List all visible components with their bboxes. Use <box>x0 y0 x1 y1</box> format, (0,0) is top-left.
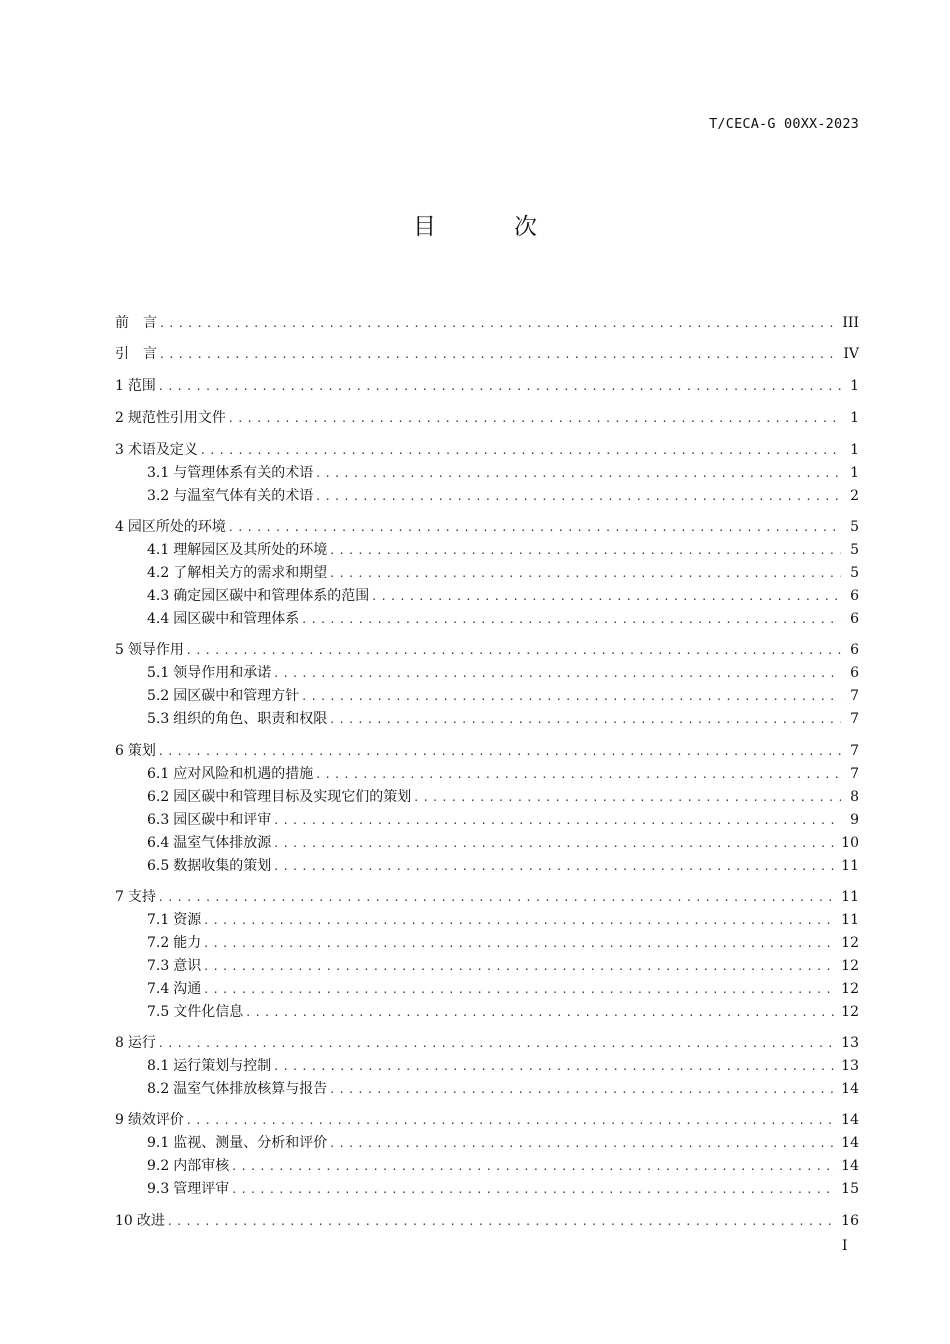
toc-entry-page: 9 <box>850 812 859 828</box>
toc-entry[interactable] <box>147 1079 859 1099</box>
toc-entry[interactable] <box>147 810 859 830</box>
toc-leader-dots <box>168 1211 837 1231</box>
page-title <box>0 208 950 241</box>
title-char-2: 次 <box>514 214 537 240</box>
toc-entry-page: 12 <box>841 1004 859 1020</box>
toc-entry[interactable] <box>147 709 859 729</box>
toc-leader-dots <box>246 1002 837 1022</box>
toc-entry[interactable] <box>115 376 859 396</box>
toc-leader-dots <box>204 910 837 930</box>
toc-entry-page: 11 <box>841 858 859 874</box>
toc-leader-dots <box>330 563 841 583</box>
toc-entry-label: 7.2 能力 <box>147 935 202 951</box>
toc-leader-dots <box>159 376 841 396</box>
toc-entry[interactable] <box>147 1156 859 1176</box>
toc-leader-dots <box>229 408 841 428</box>
toc-entry[interactable] <box>115 1211 859 1231</box>
toc-leader-dots <box>204 956 837 976</box>
toc-entry[interactable] <box>147 563 859 583</box>
toc-entry[interactable] <box>147 463 859 483</box>
toc-entry-page: 6 <box>850 642 859 658</box>
toc-entry-page: 5 <box>850 565 859 581</box>
toc-entry-page: 6 <box>850 611 859 627</box>
toc-entry[interactable] <box>147 787 859 807</box>
toc-leader-dots <box>274 1056 837 1076</box>
toc-entry-page: 2 <box>850 488 859 504</box>
toc-entry-page: 15 <box>841 1181 859 1197</box>
toc-leader-dots <box>274 856 837 876</box>
toc-entry-label: 6.4 温室气体排放源 <box>147 835 272 851</box>
toc-entry-label: 5.1 领导作用和承诺 <box>147 665 272 681</box>
toc-entry[interactable] <box>147 1002 859 1022</box>
toc-entry-page: 14 <box>841 1135 859 1151</box>
toc-entry-label: 5.2 园区碳中和管理方针 <box>147 688 300 704</box>
toc-entry[interactable] <box>147 663 859 683</box>
toc-leader-dots <box>187 1110 837 1130</box>
toc-entry[interactable] <box>147 1133 859 1153</box>
toc-entry-label: 4.4 园区碳中和管理体系 <box>147 611 300 627</box>
toc-leader-dots <box>316 764 841 784</box>
toc-entry-label: 4.2 了解相关方的需求和期望 <box>147 565 328 581</box>
toc-entry-page: 8 <box>850 789 859 805</box>
toc-entry-page: 12 <box>841 958 859 974</box>
toc-entry-label: 6.3 园区碳中和评审 <box>147 812 272 828</box>
toc-leader-dots <box>316 463 841 483</box>
toc-entry-label: 5 领导作用 <box>115 642 184 658</box>
toc-entry-label: 9.1 监视、测量、分析和评价 <box>147 1135 328 1151</box>
toc-entry[interactable] <box>147 933 859 953</box>
toc-entry[interactable] <box>115 640 859 660</box>
toc-entry-label: 9.3 管理评审 <box>147 1181 230 1197</box>
toc-entry-page: 1 <box>850 465 859 481</box>
toc-entry[interactable] <box>147 1056 859 1076</box>
toc-entry[interactable] <box>147 833 859 853</box>
toc-leader-dots <box>330 709 841 729</box>
toc-leader-dots <box>302 609 841 629</box>
toc-entry-page: 7 <box>850 766 859 782</box>
toc-entry[interactable] <box>147 956 859 976</box>
toc-entry-label: 2 规范性引用文件 <box>115 410 226 426</box>
toc-entry[interactable] <box>115 313 859 333</box>
toc-leader-dots <box>159 887 837 907</box>
toc-leader-dots <box>201 440 841 460</box>
toc-entry-label: 6 策划 <box>115 743 156 759</box>
toc-leader-dots <box>160 313 838 333</box>
toc-leader-dots <box>330 1079 837 1099</box>
toc-leader-dots <box>330 1133 837 1153</box>
toc-entry[interactable] <box>147 1179 859 1199</box>
toc-entry-page: 16 <box>841 1213 859 1229</box>
toc-leader-dots <box>330 540 841 560</box>
toc-entry[interactable] <box>147 856 859 876</box>
toc-entry-label: 1 范围 <box>115 378 156 394</box>
toc-entry-label: 9 绩效评价 <box>115 1112 184 1128</box>
toc-entry[interactable] <box>115 344 859 364</box>
toc-entry[interactable] <box>115 440 859 460</box>
toc-leader-dots <box>316 486 841 506</box>
toc-entry-label: 10 改进 <box>115 1213 165 1229</box>
toc-entry-page: 7 <box>850 743 859 759</box>
toc-entry-page: 5 <box>850 542 859 558</box>
title-char-1: 目 <box>413 214 436 240</box>
toc-entry-page: 12 <box>841 935 859 951</box>
toc-leader-dots <box>232 1179 837 1199</box>
toc-entry[interactable] <box>147 979 859 999</box>
toc-entry-page: 7 <box>850 688 859 704</box>
toc-entry-page: IV <box>843 346 859 362</box>
toc-entry-label: 3 术语及定义 <box>115 442 198 458</box>
toc-entry-page: III <box>842 315 859 331</box>
toc-entry-page: 1 <box>850 442 859 458</box>
toc-leader-dots <box>187 640 841 660</box>
toc-entry[interactable] <box>147 486 859 506</box>
toc-leader-dots <box>159 1033 837 1053</box>
toc-entry-page: 7 <box>850 711 859 727</box>
toc-entry-page: 11 <box>841 889 859 905</box>
toc-leader-dots <box>274 833 837 853</box>
toc-entry-label: 7.5 文件化信息 <box>147 1004 244 1020</box>
toc-entry[interactable] <box>115 1110 859 1130</box>
toc-entry-label: 8.1 运行策划与控制 <box>147 1058 272 1074</box>
toc-leader-dots <box>204 933 837 953</box>
toc-entry-page: 5 <box>850 519 859 535</box>
toc-entry-label: 4.3 确定园区碳中和管理体系的范围 <box>147 588 370 604</box>
toc-entry-label: 7.1 资源 <box>147 912 202 928</box>
toc-leader-dots <box>229 517 841 537</box>
toc-leader-dots <box>204 979 837 999</box>
toc-entry-label: 3.1 与管理体系有关的术语 <box>147 465 314 481</box>
toc-leader-dots <box>414 787 841 807</box>
toc-leader-dots <box>274 663 841 683</box>
toc-entry-page: 14 <box>841 1081 859 1097</box>
toc-entry-page: 1 <box>850 378 859 394</box>
toc-entry-label: 9.2 内部审核 <box>147 1158 230 1174</box>
toc-entry[interactable] <box>115 1033 859 1053</box>
toc-leader-dots <box>160 344 839 364</box>
toc-entry-page: 10 <box>841 835 859 851</box>
toc-entry[interactable] <box>115 408 859 428</box>
toc-entry-page: 6 <box>850 665 859 681</box>
toc-entry-label: 7.3 意识 <box>147 958 202 974</box>
toc-entry-label: 引 言 <box>115 346 157 362</box>
toc-entry[interactable] <box>115 887 859 907</box>
toc-entry[interactable] <box>115 517 859 537</box>
toc-entry[interactable] <box>147 586 859 606</box>
toc-entry-label: 5.3 组织的角色、职责和权限 <box>147 711 328 727</box>
toc-entry[interactable] <box>147 764 859 784</box>
toc-entry-label: 6.5 数据收集的策划 <box>147 858 272 874</box>
toc-entry-page: 12 <box>841 981 859 997</box>
toc-entry[interactable] <box>147 540 859 560</box>
toc-leader-dots <box>372 586 841 606</box>
toc-entry-label: 7.4 沟通 <box>147 981 202 997</box>
toc-entry-label: 6.1 应对风险和机遇的措施 <box>147 766 314 782</box>
toc-entry-label: 4 园区所处的环境 <box>115 519 226 535</box>
toc-entry[interactable] <box>147 609 859 629</box>
toc-entry[interactable] <box>115 741 859 761</box>
toc-entry[interactable] <box>147 686 859 706</box>
toc-leader-dots <box>159 741 841 761</box>
toc-entry-label: 7 支持 <box>115 889 156 905</box>
toc-leader-dots <box>232 1156 837 1176</box>
toc-entry-label: 6.2 园区碳中和管理目标及实现它们的策划 <box>147 789 412 805</box>
toc-entry-label: 8 运行 <box>115 1035 156 1051</box>
toc-entry-page: 14 <box>841 1112 859 1128</box>
toc-entry-page: 6 <box>850 588 859 604</box>
toc-entry-page: 13 <box>841 1058 859 1074</box>
toc-entry-page: 1 <box>850 410 859 426</box>
toc-leader-dots <box>274 810 841 830</box>
toc-entry-label: 4.1 理解园区及其所处的环境 <box>147 542 328 558</box>
toc-leader-dots <box>302 686 841 706</box>
toc-entry-page: 11 <box>841 912 859 928</box>
document-code: T/CECA-G 00XX-2023 <box>709 116 859 132</box>
toc-entry-label: 3.2 与温室气体有关的术语 <box>147 488 314 504</box>
toc-entry-label: 8.2 温室气体排放核算与报告 <box>147 1081 328 1097</box>
toc-entry-page: 14 <box>841 1158 859 1174</box>
page-number: I <box>842 1238 848 1254</box>
toc-entry[interactable] <box>147 910 859 930</box>
toc-entry-page: 13 <box>841 1035 859 1051</box>
toc-entry-label: 前 言 <box>115 315 157 331</box>
